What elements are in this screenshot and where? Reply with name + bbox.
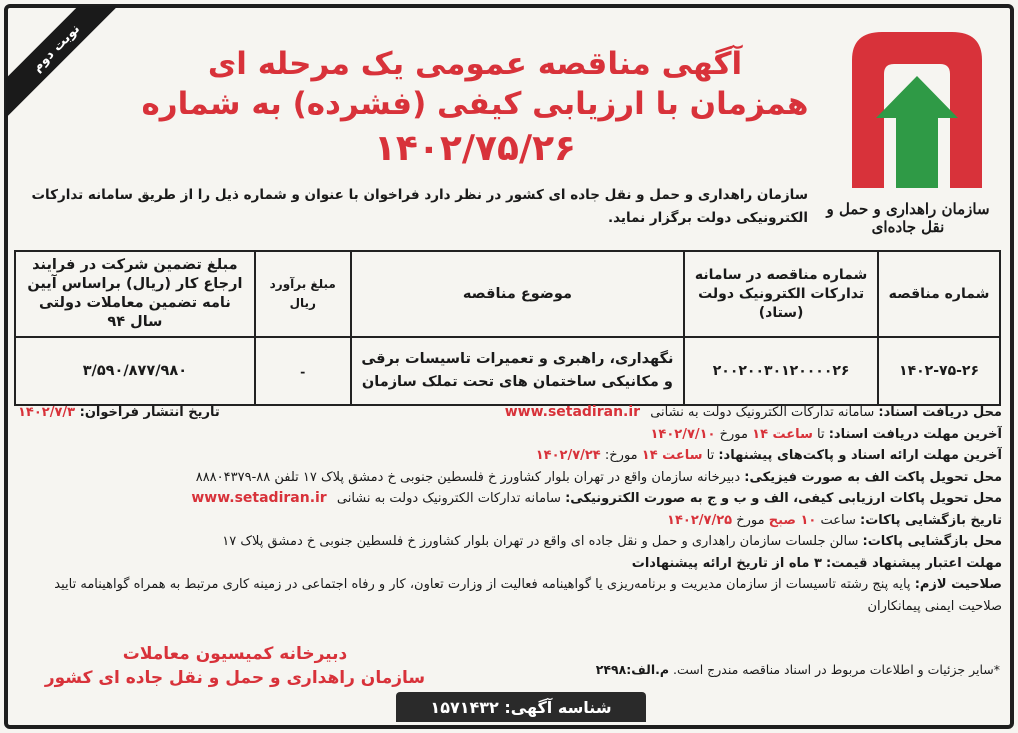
org-logo-icon: [838, 20, 996, 192]
setad-link[interactable]: www.setadiran.ir: [504, 404, 641, 420]
deadline-submit-time: ساعت ۱۴: [641, 448, 703, 463]
detail-opening-place: [18, 531, 1002, 553]
ad-code-box: [396, 692, 646, 722]
setad-link-2[interactable]: www.setadiran.ir: [191, 490, 327, 506]
header-guarantee: مبلغ تضمین شرکت در فرایند ارجاع کار (ریال) براساس آیین نامه تضمین معاملات دولتی سال ۹۴: [15, 251, 255, 337]
deadline-receive-date: ۱۴۰۲/۷/۱۰: [650, 426, 716, 442]
deadline-receive-label: آخرین مهلت دریافت اسناد:: [828, 426, 1002, 442]
detail-physical-delivery: [18, 467, 1002, 489]
header-setad-no: شماره مناقصه در سامانه تدارکات الکترونیک دولت (ستاد): [684, 251, 878, 337]
note-line: [596, 662, 1000, 677]
receive-label: محل دریافت اسناد:: [878, 405, 1002, 420]
badge-ribbon: نوبت دوم: [6, 6, 126, 122]
qualification-label: صلاحیت لازم:: [914, 577, 1002, 592]
publish-label: تاریخ انتشار فراخوان:: [79, 405, 220, 420]
table-header-row: [15, 251, 1000, 337]
title-line-2: همزمان با ارزیابی کیفی (فشرده) به شماره: [141, 86, 809, 122]
publish-info: [18, 402, 220, 424]
note-text: *سایر جزئیات و اطلاعات مربوط در اسناد مناقصه مندرج است.: [673, 662, 1000, 677]
opening-date-date: ۱۴۰۲/۷/۲۵: [667, 512, 733, 528]
deadline-submit-date: ۱۴۰۲/۷/۲۴: [535, 448, 601, 463]
detail-opening-date: [18, 510, 1002, 532]
validity-text: ۳ ماه از تاریخ ارائه پیشنهادات: [631, 555, 822, 571]
deadline-receive-time: ساعت ۱۴: [752, 426, 813, 442]
detail-validity: [18, 553, 1002, 575]
cell-setad-no: ۲۰۰۲۰۰۳۰۱۲۰۰۰۰۲۶: [684, 337, 878, 405]
deadline-receive-pre: تا: [817, 426, 825, 442]
opening-place-label: محل بازگشایی پاکات:: [862, 534, 1002, 549]
qualification-text: پایه پنج رشته تاسیسات از سازمان مدیریت و برنامه‌ریزی یا گواهینامه فعالیت از وزارت تعاون، کار و رفاه اجتماعی در زمینه کاری مرتبط به همراه گواهینامه تایید صلاحیت ایمنی پیمانکاران: [54, 577, 1002, 614]
detail-deadline-receive: [18, 424, 1002, 446]
tender-number-title: ۱۴۰۲/۷۵/۲۶: [373, 128, 577, 169]
physical-label: محل تحویل پاکت الف به صورت فیزیکی:: [744, 469, 1002, 485]
signature-block: [40, 642, 430, 690]
deadline-submit-mid: مورخ:: [604, 448, 638, 463]
intro-paragraph: سازمان راهداری و حمل و نقل جاده ای کشور در نظر دارد فراخوان با عنوان و شماره ذیل را از طریق سامانه تدارکات الکترونیکی دولت برگزار نماید.: [31, 187, 808, 226]
cell-tender-no: ۱۴۰۲-۷۵-۲۶: [878, 337, 1000, 405]
deadline-submit-pre: تا: [706, 448, 715, 463]
signature-line-1: دبیرخانه کمیسیون معاملات: [122, 644, 348, 664]
signature-line-2: سازمان راهداری و حمل و نقل جاده ای کشور: [44, 668, 426, 688]
opening-date-pre: ساعت: [820, 512, 856, 528]
deadline-submit-label: آخرین مهلت ارائه اسناد و پاکت‌های پیشنهاد:: [718, 448, 1002, 463]
receive-text: سامانه تدارکات الکترونیک دولت به نشانی: [650, 405, 875, 420]
corner-badge: [6, 6, 126, 126]
tender-table: [14, 250, 1001, 406]
cell-subject: نگهداری، راهبری و تعمیرات تاسیسات برقی و مکانیکی ساختمان های تحت تملک سازمان: [351, 337, 684, 405]
electronic-label: محل تحویل پاکات ارزیابی کیفی، الف و ب و ج به صورت الکترونیکی:: [565, 491, 1002, 506]
header-estimate: مبلغ برآورد ریال: [255, 251, 351, 337]
publish-date: ۱۴۰۲/۷/۳: [18, 405, 76, 420]
ad-code: شناسه آگهی: ۱۵۷۱۴۳۲: [430, 697, 612, 717]
deadline-receive-mid: مورخ: [719, 426, 748, 442]
title-line-1: آگهی مناقصه عمومی یک مرحله ای: [207, 46, 743, 82]
ref-code: م.الف:۲۴۹۸: [595, 662, 670, 677]
org-logo-script: سازمان راهداری و حمل و نقل جاده‌ای: [826, 200, 990, 236]
cell-guarantee: ۳/۵۹۰/۸۷۷/۹۸۰: [15, 337, 255, 405]
physical-text: دبیرخانه سازمان واقع در تهران بلوار کشاورز خ فلسطین جنوبی خ دمشق پلاک ۱۷ تلفن ۸۸-۸۸۸۰۴۳۷۹: [195, 469, 741, 485]
header-subject: موضوع مناقصه: [351, 251, 684, 337]
details-section: [18, 402, 1002, 617]
cell-estimate: -: [255, 337, 351, 405]
header-tender-no: شماره مناقصه: [878, 251, 1000, 337]
detail-qualification: [18, 574, 1002, 617]
detail-electronic-delivery: [18, 488, 1002, 510]
detail-receive: [18, 402, 1002, 424]
opening-date-mid: مورخ: [736, 512, 765, 528]
detail-deadline-submit: [18, 445, 1002, 467]
opening-place-text: سالن جلسات سازمان راهداری و حمل و نقل جاده ای واقع در تهران بلوار کشاورز خ فلسطین جنوبی خ دمشق پلاک ۱۷: [222, 534, 859, 549]
electronic-text: سامانه تدارکات الکترونیک دولت به نشانی: [336, 491, 561, 506]
table-row: [15, 337, 1000, 405]
opening-date-time: ۱۰ صبح: [768, 512, 817, 528]
validity-label: مهلت اعتبار پیشنهاد قیمت:: [826, 555, 1002, 571]
opening-date-label: تاریخ بازگشایی پاکات:: [860, 512, 1002, 528]
